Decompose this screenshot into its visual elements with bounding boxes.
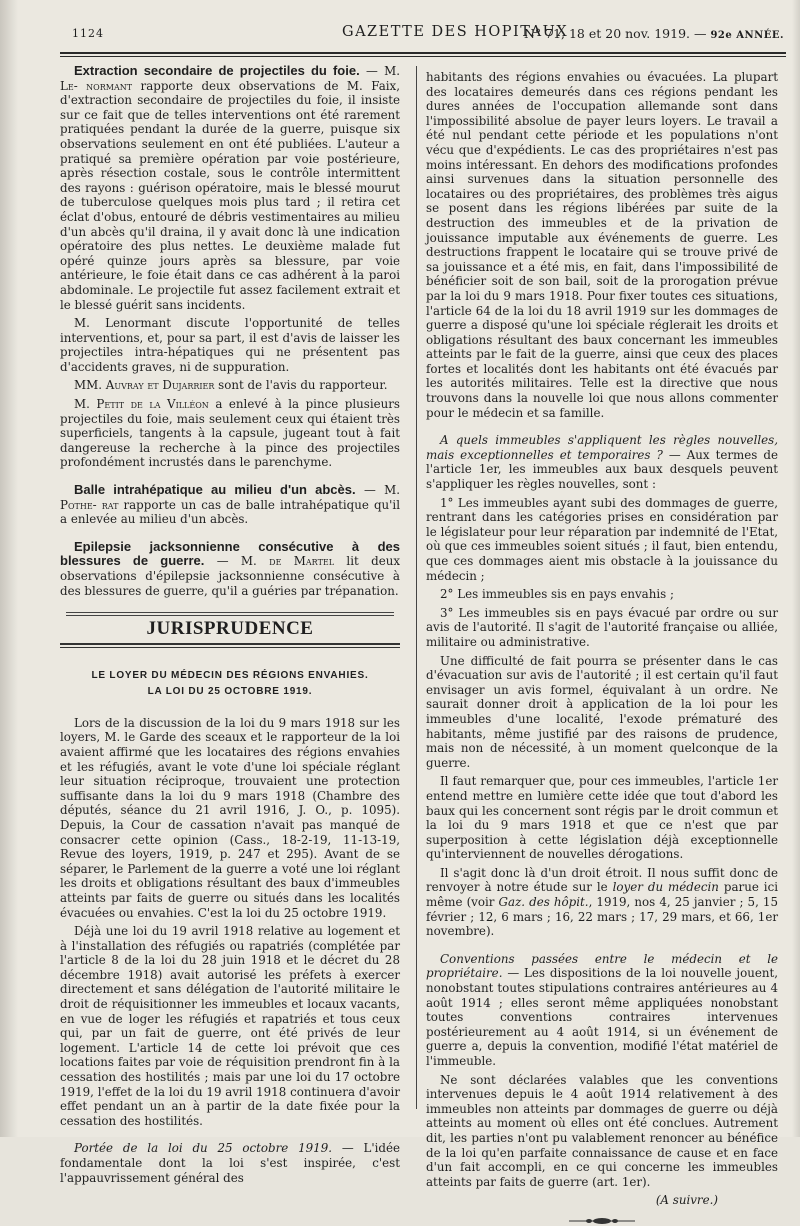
section-heading: Epilepsie jacksonnienne consécutive à des blessures de guerre.	[60, 538, 400, 569]
article-title	[60, 668, 400, 700]
paragraph-text: , 1919, nos 4, 25 janvier ; 5, 15 février ; 12, 6 mars ; 16, 22 mars ; 17, 29 mars, et 66, 1er novembre).	[426, 895, 778, 939]
right-column	[426, 70, 778, 1226]
paragraph	[426, 433, 778, 491]
jurisprudence-title: JURISPRUDENCE	[146, 618, 314, 640]
ornament-divider-icon	[567, 1216, 637, 1226]
article-title-line-2: LA LOI DU 25 OCTOBRE 1919.	[147, 685, 313, 697]
paragraph	[60, 1141, 400, 1185]
header-rule	[60, 52, 786, 54]
paragraph-text: sont de l'avis du rapporteur.	[214, 378, 388, 393]
paragraph: Déjà une loi du 19 avril 1918 relative au logement et à l'installation des réfugiés ou rapatriés (complétée par l'article 8 de la loi du 28 juin 1918 et le décret du 28 décembre 1918) avait autorisé les préfets à exercer directement et sans délégation de l'autorité militaire le droit de réquisitionner les immeubles et locaux vacants, en vue de loger les réfugiés et rapatriés et tous ceux qui, par un fait de guerre, ont été privés de leur logement. L'article 14 de cette loi prévoit que ces locations faites par voie de réquisition prendront fin à la cessation des hostilités ; mais par une loi du 17 octobre 1919, l'effet de la loi du 19 avril 1918 continuera d'avoir effet pendant un an à partir de la date fixée pour la cessation des hostilités.	[60, 924, 400, 1128]
publication-title: GAZETTE DES HOPITAUX	[342, 24, 569, 40]
page-number: 1124	[72, 27, 104, 40]
paragraph-text: parue ici même (voir	[426, 880, 779, 910]
column-separator	[416, 66, 417, 1109]
speaker-name: — M. de Martel	[204, 554, 335, 569]
paragraph-text: Il s'agit donc là d'un droit étroit. Il nous suffit donc de renvoyer à notre étude sur le	[426, 865, 778, 895]
paragraph: rapporte deux observations de M. Faix, d'extraction secondaire de projectiles du foie, il insiste sur ce fait que de telles interventions ont été rarement pratiquées pendant la durée de la guerre, puisque six observations seulement en ont été publiées. L'auteur a pratiqué sa première opération par voie postérieure, après résection costale, sous le contrôle intermittent des rayons : guérison opératoire, mais le blessé mourut de tuberculose quelques mois plus tard ; il retira cet éclat d'obus, entouré de débris vestimentaires au milieu d'un abcès qu'il draina, il y avait donc là une indication opératoire des plus nettes. Le deuxième malade fut opéré quinze jours après sa blessure, par voie antérieure, le foie était dans ce cas adhérent à la paroi abdominale. Le projectile fut assez facilement extrait et le blessé guérit sans incidents.	[60, 78, 400, 312]
list-item: 3° Les immeubles sis en pays évacué par ordre ou sur avis de l'autorité. Il s'agit de l'autorité française ou alliée, militaire ou administrative.	[426, 605, 778, 649]
article-balle-intrahepatique	[60, 483, 400, 527]
running-header	[72, 24, 784, 50]
cited-title: loyer du médecin	[612, 880, 719, 895]
page-gutter-shadow	[0, 0, 18, 1137]
issue-number: N° 71, 18 et 20 nov. 1919. —	[523, 26, 707, 41]
a-suivre: (A suivre.)	[655, 1193, 718, 1208]
speaker-name: MM. Auvray et Dujarrier	[74, 378, 215, 393]
paragraph	[426, 866, 778, 939]
left-column	[60, 64, 400, 1189]
article-epilepsie	[60, 540, 400, 598]
volume-year: 92e ANNÉE.	[710, 30, 784, 41]
cited-journal: Gaz. des hôpit.	[498, 895, 589, 910]
paragraph-text: — Aux termes de l'article 1er, les immeubles aux baux desquels peuvent s'appliquer les règles nouvelles, sont :	[426, 447, 778, 492]
paragraph-text: rapporte un cas de balle intrahépatique qu'il a enlevée au milieu d'un abcès.	[60, 497, 400, 527]
subsection-heading: A quels immeubles s'appliquent les règles nouvelles, mais exceptionnelles et temporaires ?	[426, 433, 778, 462]
paragraph: Lors de la discussion de la loi du 9 mars 1918 sur les loyers, M. le Garde des sceaux et le rapporteur de la loi avaient affirmé que les locataires des régions envahies et les réfugiés, avant le vote d'une loi spéciale réglant leur situation réciproque, trouvaient une protection suffisante dans la loi du 9 mars 1918 (Chambre des députés, séance du 21 avril 1916, J. O., p. 1095). Depuis, la Cour de cassation n'avait pas manqué de consacrer cette opinion (Cass., 18-2-19, 11-13-19, Revue des loyers, 1919, p. 247 et 295). Avant de se séparer, le Parlement de la guerre a voté une loi réglant les droits et obligations résultant des baux d'immeubles atteints par faits de guerre ou situés dans les localités évacuées ou envahies. C'est la loi du 25 octobre 1919.	[60, 715, 400, 920]
paragraph	[426, 952, 778, 1069]
list-item: 1° Les immeubles ayant subi des dommages de guerre, rentrant dans les catégories prises en considération par le législateur pour leur réparation par indemnité de l'Etat, où que ces immeubles soient situés ; il faut, bien entendu, que ces dommages aient mis obstacle à la jouissance du médecin ;	[426, 495, 778, 583]
paragraph-text: lit deux observations d'épilepsie jacksonnienne consécutive à des blessures de guerre, qu'il a guéries par trépanation.	[60, 554, 401, 598]
speaker-name: M. Petit de la Villéon	[74, 397, 209, 412]
header-rule-thin	[60, 56, 786, 57]
paragraph: Une difficulté de fait pourra se présenter dans le cas d'évacuation sur avis de l'autorité ; il est certain qu'il faut envisager un avis formel, équivalant à un ordre. Ne saurait donner droit à application de la loi pour les immeubles d'une localité, l'exode prématuré des habitants, même justifié par des raisons de prudence, mais non de nécessité, à un moment quelconque de la guerre.	[426, 653, 778, 770]
section-heading: Balle intrahépatique au milieu d'un abcès.	[74, 482, 356, 498]
subsection-heading: Conventions passées entre le médecin et le propriétaire.	[426, 951, 778, 981]
speaker-name: — M. Le- normant	[60, 64, 401, 93]
page-edge-shadow	[792, 0, 800, 1137]
section-heading: Extraction secondaire de projectiles du foie.	[74, 63, 360, 78]
paragraph	[60, 378, 400, 393]
end-ornament	[426, 1216, 778, 1226]
jurisprudence-banner	[60, 612, 400, 648]
article-extraction-projectiles	[60, 64, 400, 312]
issue-date	[524, 26, 784, 41]
paragraph: Ne sont déclarées valables que les conventions intervenues depuis le 4 août 1914 relativement à des immeubles non atteints par dommages de guerre ou déjà atteints au moment où elles ont été conclues. Autrement dit, les parties n'ont pu valablement renoncer au bénéfice de la loi qu'en parfaite connaissance de cause et en face d'un fait accompli, en ce qui concerne les immeubles atteints par faits de guerre (art. 1er).	[426, 1072, 778, 1189]
paragraph-text: a enlevé à la pince plusieurs projectiles du foie, mais seulement ceux qui étaient très superficiels, tangents à la capsule, jugeant tout à fait dangereuse la recherche à la pince des projectiles profondément incrustés dans le parenchyme.	[60, 397, 400, 470]
paragraph-text: — Les dispositions de la loi nouvelle jouent, nonobstant toutes stipulations contraires antérieures au 4 août 1914 ; elles seront même appliquées nonobstant toutes conventions contraires intervenues postérieurement au 4 août 1914, si un événement de guerre a, depuis la convention, modifié l'état matériel de l'immeuble.	[426, 966, 778, 1068]
paragraph: Il faut remarquer que, pour ces immeubles, l'article 1er entend mettre en lumière cette idée que tout d'abord les baux qui les concernent sont régis par le droit commun et la loi du 9 mars 1918 et que ce n'est que par superposition à cette législation déjà exceptionnelle qu'interviennent de nouvelles dérogations.	[426, 774, 778, 862]
paragraph-text: — L'idée fondamentale dont la loi s'est inspirée, c'est l'appauvrissement général des	[60, 1141, 400, 1185]
article-title-line-1: LE LOYER DU MÉDECIN DES RÉGIONS ENVAHIES.	[91, 669, 369, 681]
paragraph	[60, 397, 400, 470]
subsection-heading: Portée de la loi du 25 octobre 1919.	[74, 1141, 333, 1156]
list-item: 2° Les immeubles sis en pays envahis ;	[440, 587, 674, 602]
speaker-name: — M. Pothe- rat	[60, 483, 401, 512]
paragraph: M. Lenormant discute l'opportunité de telles interventions, et, pour sa part, il est d'avis de laisser les projectiles intra-hépatiques qui ne présentent pas d'accidents graves, ni de suppuration.	[60, 316, 400, 374]
continued-note	[426, 1193, 718, 1208]
paragraph: habitants des régions envahies ou évacuées. La plupart des locataires demeurés dans ces régions pendant les dures années de l'occupation allemande sont dans l'impossibilité absolue de payer leurs loyers. Le travail a été nul pendant cette période et les populations n'ont vécu que d'expédients. Le cas des propriétaires n'est pas moins intéressant. En dehors des modifications profondes ainsi survenues dans la situation personnelle des locataires ou des propriétaires, des problèmes très aigus se posent dans les régions libérées par suite de la destruction des immeubles et de la privation de jouissance imputable aux événements de guerre. Les destructions frappent le locataire qui se trouve privé de sa jouissance et a été mis, en fait, dans l'impossibilité de bénéficier soit de son bail, soit de la prorogation prévue par la loi du 9 mars 1918. Pour fixer toutes ces situations, l'article 64 de la loi du 18 avril 1919 sur les dommages de guerre a disposé qu'une loi spéciale réglerait les droits et obligations résultant des baux concernant les immeubles atteints par le fait de la guerre, ainsi que ceux des places fortes et localités dont les habitants ont été évacués par les autorités militaires. Telle est la directive que nous trouvons dans la nouvelle loi que nous allons commenter pour le médecin et sa famille.	[426, 70, 778, 420]
